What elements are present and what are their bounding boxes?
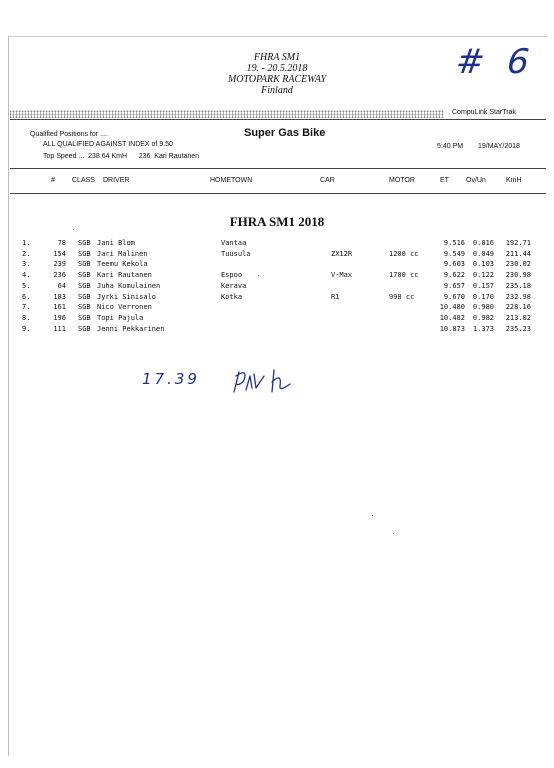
result-hometown: Kerava [221,281,247,290]
result-driver: Jenni Pekkarinen [97,324,165,333]
signature [230,364,296,398]
result-class: SGB [78,271,91,280]
result-ovun: 0.157 [472,281,494,290]
result-kmh: 211.44 [505,249,531,258]
columns-top-divider [10,168,546,169]
result-ovun: 0.049 [472,249,494,258]
table-row [0,249,554,260]
header-hatch-band [10,110,444,118]
result-et: 9.549 [443,249,465,258]
result-kmh: 192.71 [505,239,531,247]
table-row [0,313,554,324]
col-hometown: HOMETOWN [210,177,253,184]
result-et: 10.480 [439,303,465,312]
scan-speck [73,229,74,230]
handwritten-mark: # 6 [453,42,538,82]
event-venue: MOTOPARK RACEWAY [227,74,327,85]
result-kmh: 235.18 [505,281,531,290]
result-car: R1 [331,292,340,301]
result-kmh: 230.98 [505,271,531,280]
result-position: 2. [22,249,31,258]
result-car: V-Max [331,271,353,280]
scan-speck [372,515,373,516]
result-number: 154 [53,249,66,258]
result-driver: Jani Blom [97,239,135,247]
result-number: 236 [53,271,66,280]
result-motor: 998 cc [389,292,415,301]
result-kmh: 232.98 [505,292,531,301]
result-ovun: 0.170 [472,292,494,301]
result-hometown: Espoo [221,271,243,280]
result-ovun: 1.373 [472,324,494,333]
table-row [0,238,554,249]
event-dates: 19. - 20.5.2018 [246,63,308,74]
result-position: 1. [22,239,31,247]
event-title: FHRA SM1 [253,52,301,63]
result-driver: Jyrki Sinisalo [97,292,157,301]
table-row [0,292,554,303]
result-hometown: Tuusula [221,249,251,258]
scan-speck [393,533,394,534]
result-et: 9.603 [443,260,465,269]
result-et: 10.482 [439,313,465,322]
event-country: Finland [261,85,293,96]
result-et: 9.657 [443,281,465,290]
brand-label: CompuLink StarTrak [452,109,516,116]
qualified-label: Qualified Positions for .... [30,131,108,138]
result-kmh: 213.02 [505,313,531,322]
result-driver: Kari Rautanen [97,271,152,280]
result-position: 8. [22,313,31,322]
col-et: ET [440,177,449,184]
table-row [0,259,554,270]
result-ovun: 0.016 [472,239,494,247]
result-number: 111 [53,324,66,333]
table-row [0,281,554,292]
result-hometown: Kotka [221,292,243,301]
result-motor: 1700 cc [389,271,419,280]
col-motor: MOTOR [389,177,415,184]
result-driver: Jari Malinen [97,249,148,258]
result-number: 64 [57,281,66,290]
result-position: 5. [22,281,31,290]
print-date: 19/MAY/2018 [478,143,520,150]
result-kmh: 230.02 [505,260,531,269]
result-ovun: 0.122 [472,271,494,280]
result-class: SGB [78,324,91,333]
result-et: 9.516 [443,239,465,247]
scan-speck [258,275,259,276]
result-hometown: Vantaa [221,239,247,247]
result-class: SGB [78,239,91,247]
col-car: CAR [320,177,335,184]
result-driver: Nico Verronen [97,303,152,312]
top-speed-line: Top Speed ... 238.64 KmH 236 Kari Rautanen [43,153,200,160]
result-kmh: 235.23 [505,324,531,333]
result-car: ZX12R [331,249,353,258]
result-number: 161 [53,303,66,312]
class-title: Super Gas Bike [244,127,326,139]
col-kmh: KmH [506,177,522,184]
result-class: SGB [78,292,91,301]
result-class: SGB [78,249,91,258]
header-divider [10,119,546,120]
result-position: 3. [22,260,31,269]
result-kmh: 228.16 [505,303,531,312]
col-ovun: Ov/Un [466,177,486,184]
result-class: SGB [78,313,91,322]
result-number: 196 [53,313,66,322]
result-class: SGB [78,260,91,269]
col-class: CLASS [72,177,95,184]
result-number: 78 [57,239,66,247]
col-driver: DRIVER [103,177,130,184]
result-ovun: 0.982 [472,313,494,322]
result-position: 6. [22,292,31,301]
table-row [0,270,554,281]
result-et: 9.670 [443,292,465,301]
result-position: 4. [22,271,31,280]
page-border-left [8,36,9,756]
table-row [0,324,554,335]
result-driver: Topi Pajula [97,313,144,322]
result-driver: Teemu Kekola [97,260,148,269]
print-time: 5:40 PM [437,143,464,150]
page-border-top [8,36,548,37]
result-position: 7. [22,303,31,312]
results-list-title: FHRA SM1 2018 [229,214,325,229]
handwritten-time: 17.39 [142,370,200,388]
result-position: 9. [22,324,31,333]
qualified-line: ALL QUALIFIED AGAINST INDEX of 9.50 [43,141,173,148]
col-num: # [51,177,55,184]
result-class: SGB [78,303,91,312]
table-row [0,302,554,313]
result-driver: Juha Komulainen [97,281,161,290]
result-ovun: 0.980 [472,303,494,312]
columns-bottom-divider [10,193,546,194]
result-class: SGB [78,281,91,290]
result-number: 183 [53,292,66,301]
result-et: 9.622 [443,271,465,280]
result-number: 239 [53,260,66,269]
result-motor: 1200 cc [389,249,419,258]
result-ovun: 0.103 [472,260,494,269]
result-et: 10.873 [439,324,465,333]
